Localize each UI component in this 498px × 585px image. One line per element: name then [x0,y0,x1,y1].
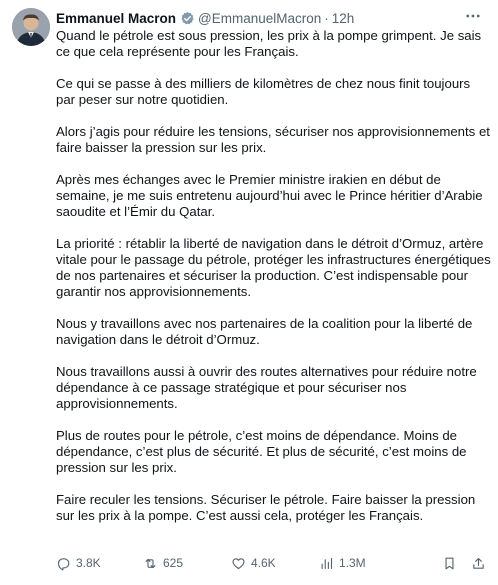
retweet-icon [143,556,158,571]
like-button[interactable] [231,554,276,572]
tweet-paragraph: Nous y travaillons avec nos partenaires de la coalition pour la liberté de navigation dans le détroit d’Ormuz. [56,316,473,347]
header-separator: · [324,10,329,26]
retweet-button[interactable] [143,554,183,572]
share-icon [471,556,486,571]
views-count: 1.3M [339,556,366,570]
tweet-header [56,9,354,27]
bookmark-icon [442,556,457,571]
tweet-paragraph: Nous travaillons aussi à ouvrir des routes alternatives pour réduire notre dépendance à ce passage stratégique et pour sécuriser nos approvisionnements. [56,364,477,411]
avatar[interactable] [12,8,50,46]
more-dots-icon [464,7,482,25]
verified-badge-icon [180,11,195,26]
tweet-paragraph: Après mes échanges avec le Premier ministre irakien en début de semaine, je me suis entretenu aujourd’hui avec le Prince héritier d’Arabie saoudite et l’Émir du Qatar. [56,172,483,219]
tweet-paragraph: Ce qui se passe à des milliers de kilomètres de chez nous finit toujours par peser sur notre quotidien. [56,76,471,107]
author-display-name[interactable]: Emmanuel Macron [56,10,177,26]
reply-icon [56,556,71,571]
tweet-actions [56,554,486,572]
tweet-paragraph: Faire reculer les tensions. Sécuriser le pétrole. Faire baisser la pression sur les prix à la pompe. C’est aussi cela, protéger les Français. [56,492,476,523]
more-options-button[interactable] [461,6,485,26]
tweet-paragraph: Alors j’agis pour réduire les tensions, sécuriser nos approvisionnements et faire baisser la pression sur les prix. [56,124,490,155]
reply-button[interactable] [56,554,101,572]
views-chart-icon [319,556,334,571]
tweet-timestamp[interactable]: 12h [331,10,355,26]
heart-icon [231,556,246,571]
tweet-paragraph: Quand le pétrole est sous pression, les prix à la pompe grimpent. Je sais ce que cela représente pour les Français. [56,28,482,59]
tweet-text [56,28,492,524]
views-button[interactable] [319,554,366,572]
tweet-paragraph: Plus de routes pour le pétrole, c’est moins de dépendance. Moins de dépendance, c’est plus de sécurité. Et plus de sécurité, c’est moins de pression sur les prix. [56,428,467,475]
reply-count: 3.8K [76,556,101,570]
like-count: 4.6K [251,556,276,570]
share-button[interactable] [471,554,486,572]
bookmark-button[interactable] [442,554,457,572]
author-handle[interactable]: @EmmanuelMacron [198,10,322,26]
retweet-count: 625 [163,556,184,570]
tweet-paragraph: La priorité : rétablir la liberté de navigation dans le détroit d’Ormuz, artère vitale pour le passage du pétrole, protéger les infrastructures énergétiques de nos partenaires et sécuriser la production. C’est indispensable pour garantir nos approvisionnements. [56,236,491,299]
